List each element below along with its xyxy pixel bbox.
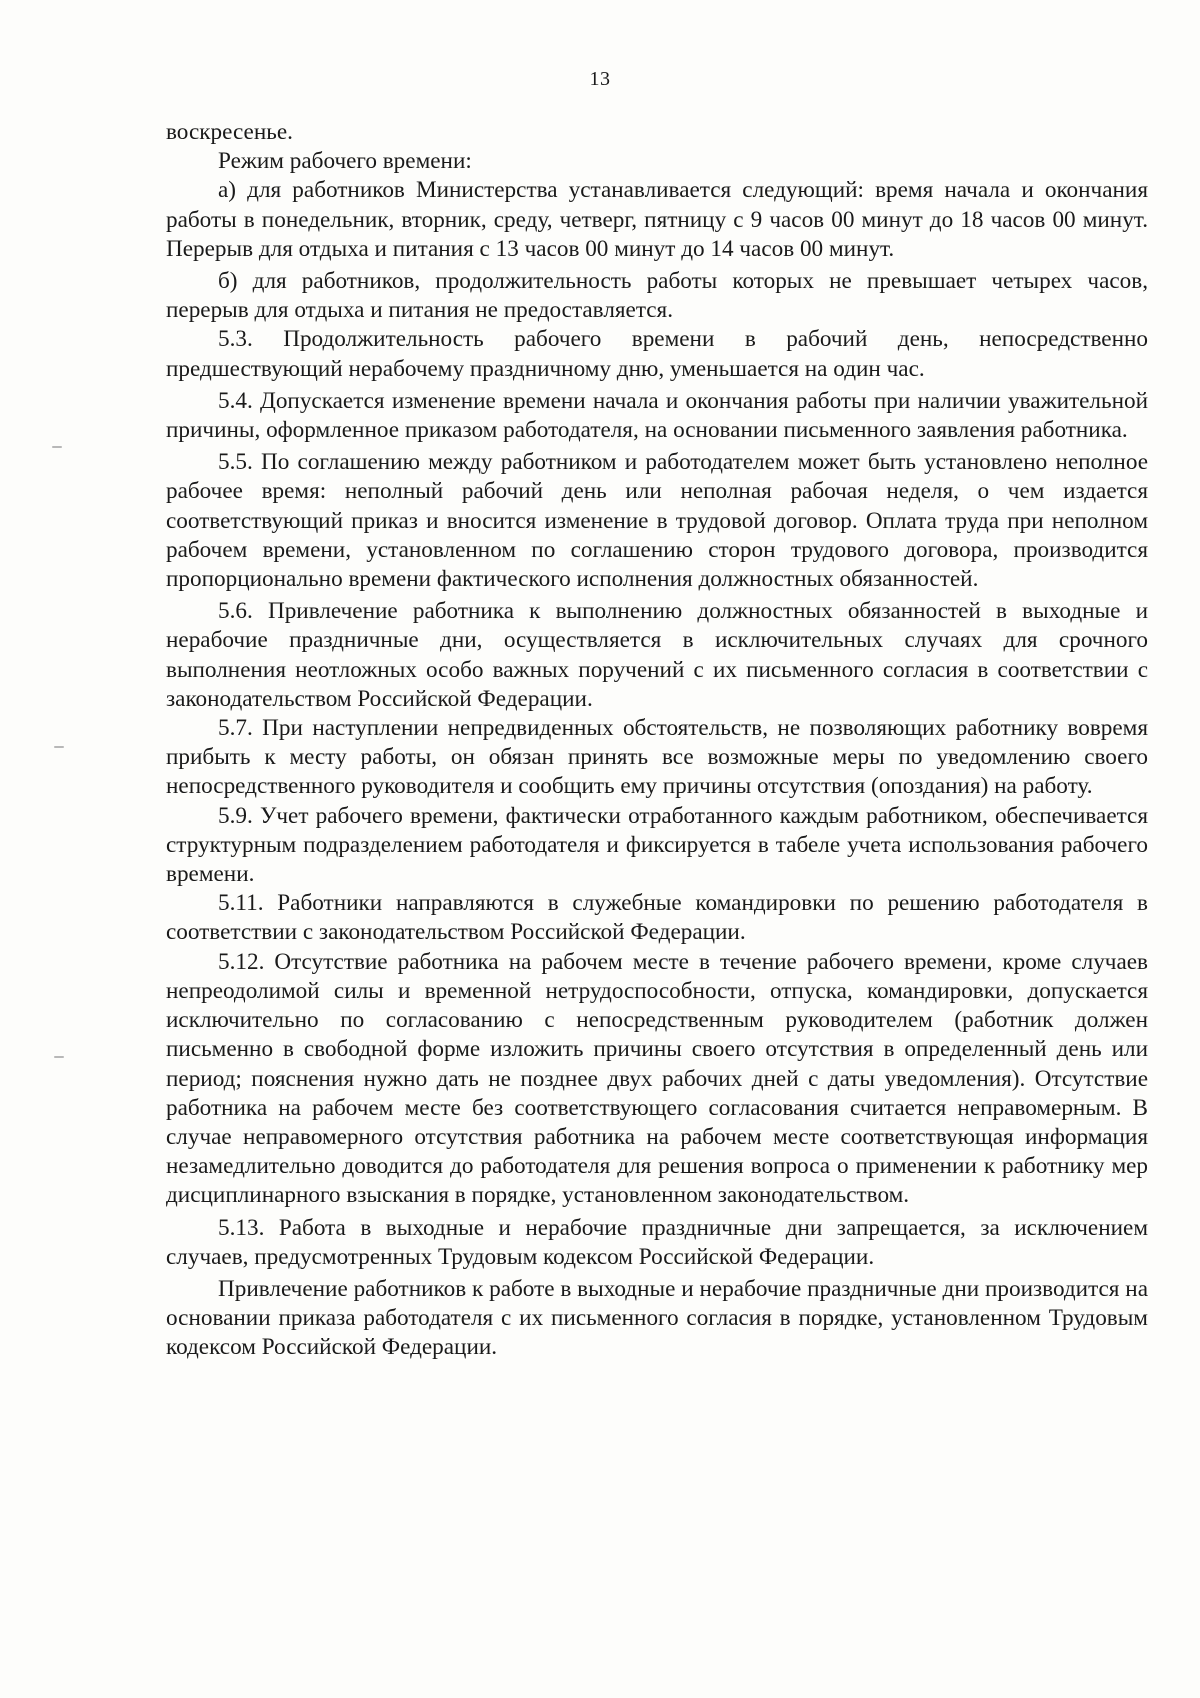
paragraph-5-6: 5.6. Привлечение работника к выполнению должностных обязанностей в выходные и нерабочие праздничные дни, осуществляется в исключительных случаях для срочного выполнения неотложных особо важных поручений с их письменного согласия в соответствии с законодательством Российской Федерации. [166,598,1148,712]
scan-margin-mark [54,1056,64,1058]
paragraph-5-12: 5.12. Отсутствие работника на рабочем месте в течение рабочего времени, кроме случаев непреодолимой силы и временной нетрудоспособности, отпуска, командировки, допускается исключительно по согласованию с непосредственным руководителем (работник должен письменно в свободной форме изложить причины своего отсутствия в определенный день или период; пояснения нужно дать не позднее двух рабочих дней с даты уведомления). Отсутствие работника на рабочем месте без соответствующего согласования считается неправомерным. В случае неправомерного отсутствия работника на рабочем месте соответствующая информация незамедлительно доводится до работодателя для решения вопроса о применении к работнику мер дисциплинарного взыскания в порядке, установленном законодательством. [166,948,1148,1209]
paragraph-5-13: 5.13. Работа в выходные и нерабочие праздничные дни запрещается, за исключением случаев, предусмотренных Трудовым кодексом Российской Федерации. [166,1214,1148,1270]
paragraph-5-7: 5.7. При наступлении непредвиденных обстоятельств, не позволяющих работнику вовремя прибыть к месту работы, он обязан принять все возможные меры по уведомлению своего непосредственного руководителя и сообщить ему причины отсутствия (опоздания) на работу. [166,715,1148,800]
paragraph-weekend-work: Привлечение работников к работе в выходные и нерабочие праздничные дни производится на основании приказа работодателя с их письменного согласия в порядке, установленном Трудовым кодексом Российской Федерации. [166,1275,1148,1361]
scan-margin-mark [54,746,64,748]
paragraph-5-9: 5.9. Учет рабочего времени, фактически отработанного каждым работником, обеспечивается структурным подразделением работодателя и фиксируется в табеле учета использования рабочего времени. [166,802,1148,888]
paragraph-5-11: 5.11. Работники направляются в служебные командировки по решению работодателя в соответствии с законодательством Российской Федерации. [166,890,1148,946]
scan-margin-mark [52,446,62,448]
paragraph-continuation: воскресенье. [166,119,293,145]
paragraph-item-b: б) для работников, продолжительность работы которых не превышает четырех часов, перерыв для отдыха и питания не предоставляется. [166,268,1148,324]
paragraph-5-5: 5.5. По соглашению между работником и работодателем может быть установлено неполное рабочее время: неполный рабочий день или неполная рабочая неделя, о чем издается соответствующий приказ и вносится изменение в трудовой договор. Оплата труда при неполном рабочем времени, установленном по соглашению сторон трудового договора, производится пропорционально времени фактического исполнения должностных обязанностей. [166,449,1148,593]
document-body [166,118,1148,1363]
page-number: 13 [589,68,611,90]
paragraph-5-3: 5.3. Продолжительность рабочего времени в рабочий день, непосредственно предшествующий нерабочему праздничному дню, уменьшается на один час. [166,326,1148,382]
paragraph-work-schedule-heading: Режим рабочего времени: [218,148,472,175]
paragraph-item-a: а) для работников Министерства устанавливается следующий: время начала и окончания работы в понедельник, вторник, среду, четверг, пятницу с 9 часов 00 минут до 18 часов 00 минут. Перерыв для отдыха и питания с 13 часов 00 минут до 14 часов 00 минут. [166,177,1148,262]
paragraph-5-4: 5.4. Допускается изменение времени начала и окончания работы при наличии уважительной причины, оформленное приказом работодателя, на основании письменного заявления работника. [166,387,1148,444]
